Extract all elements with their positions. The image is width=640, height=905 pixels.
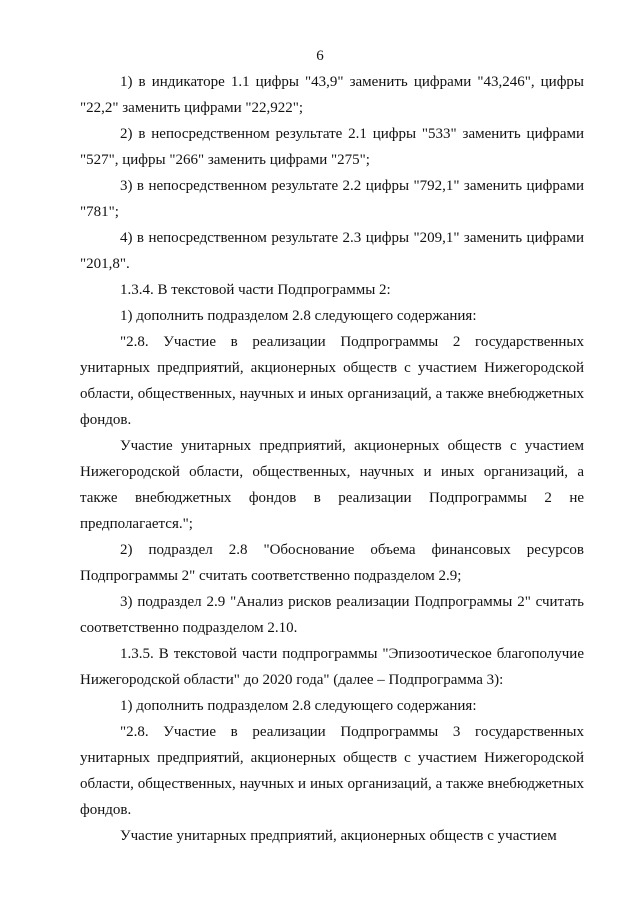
- paragraph-subsection-2-8-subprogram-2: "2.8. Участие в реализации Подпрограммы 2 государственных унитарных предприятий, акционерных обществ с участием Нижегородской области, общественных, научных и иных организаций, а также внебюджетных фондов.: [80, 334, 584, 428]
- paragraph-add-subsection-2-8-sub3: 1) дополнить подразделом 2.8 следующего содержания:: [120, 698, 477, 714]
- paragraph-participation-subprogram-2: Участие унитарных предприятий, акционерных обществ с участием Нижегородской области, общественных, научных и иных организаций, а также внебюджетных фондов в реализации Подпрограммы 2 не предполагается.";: [80, 438, 584, 532]
- paragraph-section-1-3-5: 1.3.5. В текстовой части подпрограммы "Эпизоотическое благополучие Нижегородской области" до 2020 года" (далее – Подпрограмма 3):: [80, 646, 584, 688]
- paragraph-result-2-2: 3) в непосредственном результате 2.2 цифры "792,1" заменить цифрами "781";: [80, 178, 584, 220]
- paragraph-result-2-1: 2) в непосредственном результате 2.1 цифры "533" заменить цифрами "527", цифры "266" заменить цифрами "275";: [80, 126, 584, 168]
- document-body: [80, 69, 584, 849]
- paragraph-subsection-2-9-renumber: 3) подраздел 2.9 "Анализ рисков реализации Подпрограммы 2" считать соответственно подразделом 2.10.: [80, 594, 584, 636]
- paragraph-indicator-1-1: 1) в индикаторе 1.1 цифры "43,9" заменить цифрами "43,246", цифры "22,2" заменить цифрами "22,922";: [80, 74, 584, 116]
- paragraph-add-subsection-2-8: 1) дополнить подразделом 2.8 следующего содержания:: [120, 308, 477, 324]
- page-number: 6: [316, 48, 324, 64]
- paragraph-result-2-3: 4) в непосредственном результате 2.3 цифры "209,1" заменить цифрами "201,8".: [80, 230, 584, 272]
- paragraph-participation-subprogram-3: Участие унитарных предприятий, акционерных обществ с участием: [120, 828, 557, 844]
- paragraph-subsection-2-8-renumber: 2) подраздел 2.8 "Обоснование объема финансовых ресурсов Подпрограммы 2" считать соответственно подразделом 2.9;: [80, 542, 584, 584]
- paragraph-section-1-3-4: 1.3.4. В текстовой части Подпрограммы 2:: [120, 282, 391, 298]
- paragraph-subsection-2-8-subprogram-3: "2.8. Участие в реализации Подпрограммы 3 государственных унитарных предприятий, акционерных обществ с участием Нижегородской области, общественных, научных и иных организаций, а также внебюджетных фондов.: [80, 724, 584, 818]
